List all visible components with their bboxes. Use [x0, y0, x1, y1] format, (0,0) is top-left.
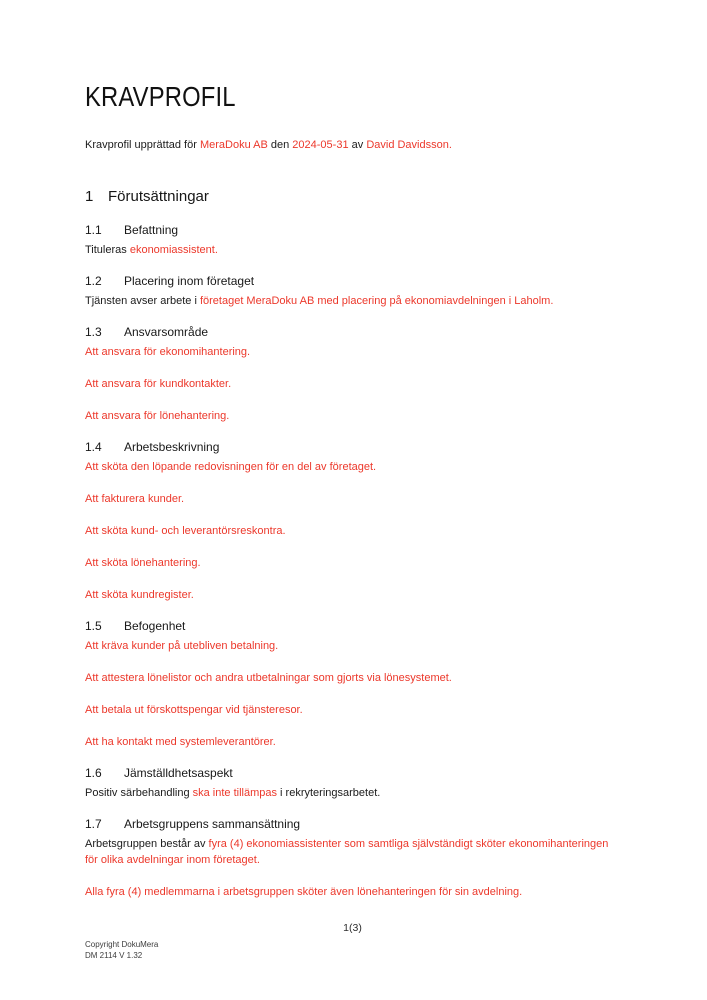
paragraph [85, 638, 620, 654]
copyright-line: Copyright DokuMera [85, 940, 159, 949]
text-run: av [348, 139, 367, 151]
field-text-run: Att sköta lönehantering. [85, 557, 201, 569]
section-number: 1.7 [85, 817, 102, 831]
subsection-heading [85, 325, 620, 340]
subsection-heading [85, 274, 620, 289]
field-text-run: ekonomiassistent. [129, 244, 218, 256]
section-heading [85, 187, 620, 207]
field-text-run: ska inte tillämpas [192, 787, 277, 799]
page-number: 1(3) [343, 922, 362, 934]
footer-copyright [85, 940, 620, 961]
text-run: Tituleras [85, 244, 130, 256]
section-title: Befattning [124, 223, 179, 237]
intro-paragraph [85, 137, 620, 153]
subsection-heading [85, 817, 620, 832]
paragraph [85, 344, 620, 360]
section-title: Placering inom företaget [124, 274, 255, 288]
section-title: Ansvarsområde [124, 325, 209, 339]
paragraph [85, 555, 620, 571]
field-text-run: Att sköta kund- och leverantörsreskontra. [85, 525, 286, 537]
paragraph [85, 376, 620, 392]
section-number: 1 [85, 188, 94, 205]
section-number: 1.4 [85, 440, 102, 454]
paragraph [85, 587, 620, 603]
subsection-heading [85, 766, 620, 781]
field-text-run: 2024-05-31 [292, 139, 349, 151]
paragraph [85, 670, 620, 686]
section-title: Jämställdhetsaspekt [124, 766, 233, 780]
paragraph [85, 734, 620, 750]
paragraph [85, 242, 620, 258]
field-text-run: Att kräva kunder på utebliven betalning. [85, 640, 279, 652]
section-number: 1.5 [85, 619, 102, 633]
field-text-run: Att sköta kundregister. [85, 589, 194, 601]
section-number: 1.2 [85, 274, 102, 288]
field-text-run: Att fakturera kunder. [85, 493, 185, 505]
field-text-run: MeraDoku AB [199, 139, 268, 151]
field-text-run: David Davidsson. [366, 139, 452, 151]
paragraph [85, 293, 620, 309]
subsection-heading [85, 440, 620, 455]
field-text-run: Att ansvara för lönehantering. [85, 410, 230, 422]
field-text-run: fyra (4) ekonomiassistenter som samtliga självständigt sköter ekonomihanteringen för olika avdelningar inom företaget. [85, 838, 609, 866]
section-number: 1.1 [85, 223, 102, 237]
field-text-run: Att sköta den löpande redovisningen för en del av företaget. [85, 461, 377, 473]
field-text-run: Att attestera lönelistor och andra utbetalningar som gjorts via lönesystemet. [85, 672, 452, 684]
text-run: Kravprofil upprättad för [85, 139, 200, 151]
paragraph [85, 491, 620, 507]
subsection-heading [85, 619, 620, 634]
paragraph [85, 884, 620, 900]
text-run: den [267, 139, 293, 151]
section-title: Arbetsbeskrivning [124, 440, 220, 454]
field-text-run: Att ansvara för ekonomihantering. [85, 346, 251, 358]
paragraph [85, 702, 620, 718]
subsection-heading [85, 223, 620, 238]
document-version: DM 2114 V 1.32 [85, 950, 143, 960]
section-title: Förutsättningar [108, 188, 209, 205]
text-run: Positiv särbehandling [85, 787, 193, 799]
paragraph [85, 785, 620, 801]
section-title: Arbetsgruppens sammansättning [124, 817, 301, 831]
field-text-run: Att ha kontakt med systemleverantörer. [85, 736, 276, 748]
section-number: 1.6 [85, 766, 102, 780]
text-run: Arbetsgruppen består av [85, 838, 209, 850]
section-title: Befogenhet [124, 619, 186, 633]
field-text-run: Att ansvara för kundkontakter. [85, 378, 232, 390]
field-text-run: Alla fyra (4) medlemmarna i arbetsgruppen sköter även lönehanteringen för sin avdelning. [85, 886, 523, 898]
paragraph [85, 459, 620, 475]
document-title: KRAVPROFIL [85, 81, 236, 112]
paragraph [85, 836, 620, 868]
sections [85, 187, 620, 900]
section-number: 1.3 [85, 325, 102, 339]
field-text-run: Att betala ut förskottspengar vid tjänsteresor. [85, 704, 303, 716]
text-run: i rekryteringsarbetet. [277, 787, 381, 799]
text-run: Tjänsten avser arbete i [85, 295, 200, 307]
paragraph [85, 523, 620, 539]
paragraph [85, 408, 620, 424]
field-text-run: företaget MeraDoku AB med placering på ekonomiavdelningen i Laholm. [199, 295, 554, 307]
